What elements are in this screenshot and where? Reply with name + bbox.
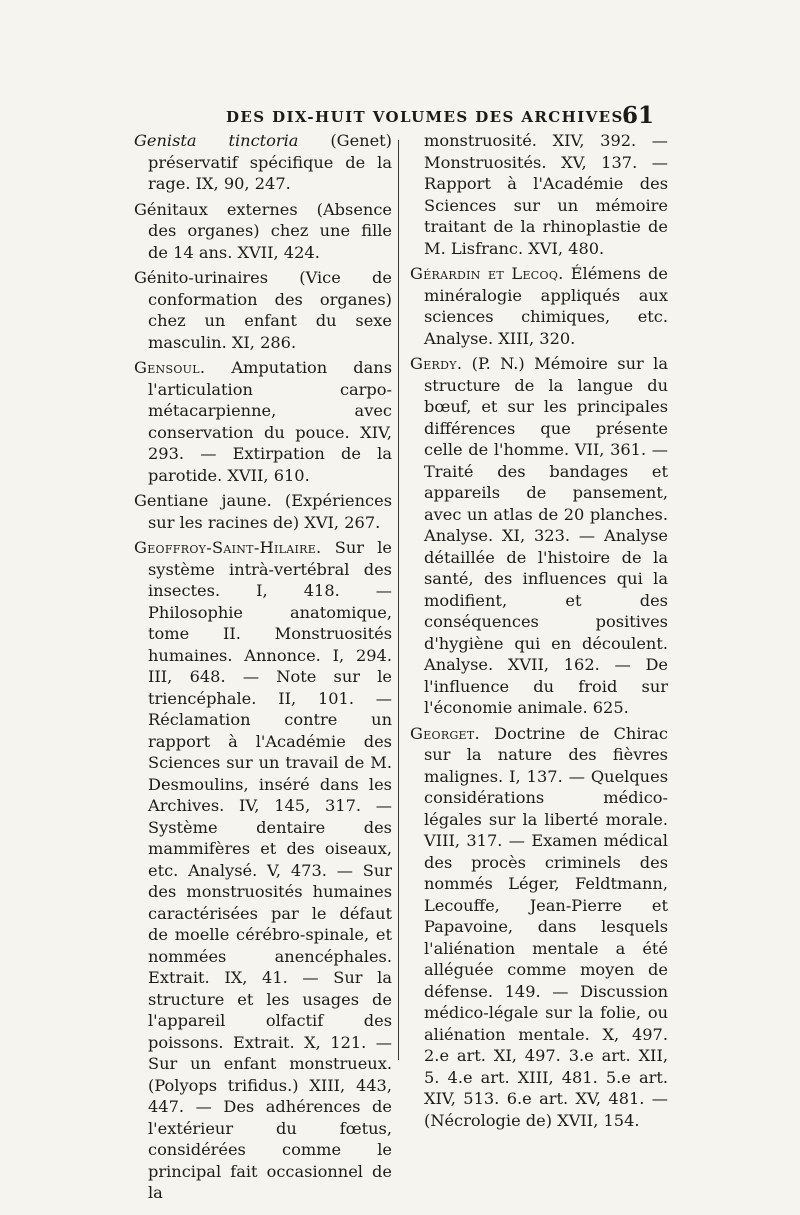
page-header bbox=[130, 104, 660, 128]
index-entry bbox=[134, 357, 392, 486]
index-entry bbox=[410, 723, 668, 1132]
right-column bbox=[410, 130, 668, 1135]
index-entry bbox=[410, 263, 668, 349]
entry-text: Gentiane jaune. (Expériences sur les racines de) XVI, 267. bbox=[134, 491, 392, 532]
entry-text: monstruosité. XIV, 392. — Monstruosités. XV, 137. — Rapport à l'Académie des Sciences sur un mémoire traitant de la rhinoplastie de M. Lisfranc. XVI, 480. bbox=[424, 131, 668, 258]
column-rule bbox=[398, 140, 399, 1060]
page-number: 61 bbox=[621, 102, 654, 129]
entry-head: Geoffroy-Saint-Hilaire. bbox=[134, 538, 322, 557]
entry-text: Génitaux externes (Absence des organes) chez une fille de 14 ans. XVII, 424. bbox=[134, 199, 392, 262]
entry-text: Génito-urinaires (Vice de conformation des organes) chez un enfant du sexe masculin. XI, 286. bbox=[134, 268, 392, 352]
index-entry bbox=[134, 130, 392, 195]
entry-text: Doctrine de Chirac sur la nature des fièvres malignes. I, 137. — Quelques considérations médico-légales sur la liberté morale. VIII, 317. — Examen médical des procès criminels des nommés Léger, Feldtmann, Lecouffe, Jean-Pierre et Papavoine, dans lesquels l'aliénation mentale a été alléguée comme moyen de défense. 149. — Discussion médico-légale sur la folie, ou aliénation mentale. X, 497. 2.e art. XI, 497. 3.e art. XII, 5. 4.e art. XIII, 481. 5.e art. XIV, 513. 6.e art. XV, 481. — (Nécrologie de) XVII, 154. bbox=[424, 723, 668, 1130]
left-column bbox=[134, 130, 392, 1208]
index-entry-continued bbox=[410, 130, 668, 259]
entry-head: Gensoul. bbox=[134, 358, 206, 377]
entry-text: Sur le système intrà-vertébral des insectes. I, 418. — Philosophie anatomique, tome II. Monstruosités humaines. Annonce. I, 294. III, 648. — Note sur le triencéphale. II, 101. — Réclamation contre un rapport à l'Académie des Sciences sur un travail de M. Desmoulins, inséré dans les Archives. IV, 145, 317. — Système dentaire des mammifères et des oiseaux, etc. Analysé. V, 473. — Sur des monstruosités humaines caractérisées par le défaut de moelle cérébro-spinale, et nommées anencéphales. Extrait. IX, 41. — Sur la structure et les usages de l'appareil olfactif des poissons. Extrait. X, 121. — Sur un enfant monstrueux. (Polyops trifidus.) XIII, 443, 447. — Des adhérences de l'extérieur du fœtus, considérées comme le principal fait occasionnel de la bbox=[148, 538, 392, 1202]
entry-text: Élémens de minéralogie appliqués aux sciences chimiques, etc. Analyse. XIII, 320. bbox=[424, 264, 668, 348]
entry-text: (Genet) préservatif spécifique de la rage. IX, 90, 247. bbox=[148, 131, 392, 193]
entry-text: Amputation dans l'articulation carpo-métacarpienne, avec conservation du pouce. XIV, 293. — Extirpation de la parotide. XVII, 610. bbox=[148, 358, 392, 485]
index-entry bbox=[134, 267, 392, 353]
entry-head: Genista tinctoria bbox=[134, 131, 299, 150]
index-entry bbox=[410, 353, 668, 719]
entry-head: Gérardin et Lecoq. bbox=[410, 264, 564, 283]
entry-text: (P. N.) Mémoire sur la structure de la langue du bœuf, et sur les principales différences que présente celle de l'homme. VII, 361. — Traité des bandages et appareils de pansement, avec un atlas de 20 planches. Analyse. XI, 323. — Analyse détaillée de l'histoire de la santé, des influences qui la modifient, et des conséquences positives d'hygiène qui en découlent. Analyse. XVII, 162. — De l'influence du froid sur l'économie animale. 625. bbox=[424, 354, 668, 717]
entry-head: Gerdy. bbox=[410, 354, 463, 373]
entry-head: Georget. bbox=[410, 723, 480, 743]
index-entry bbox=[134, 490, 392, 533]
index-entry bbox=[134, 537, 392, 1204]
running-title: DES DIX-HUIT VOLUMES DES ARCHIVES. bbox=[226, 108, 630, 126]
index-entry bbox=[134, 199, 392, 264]
